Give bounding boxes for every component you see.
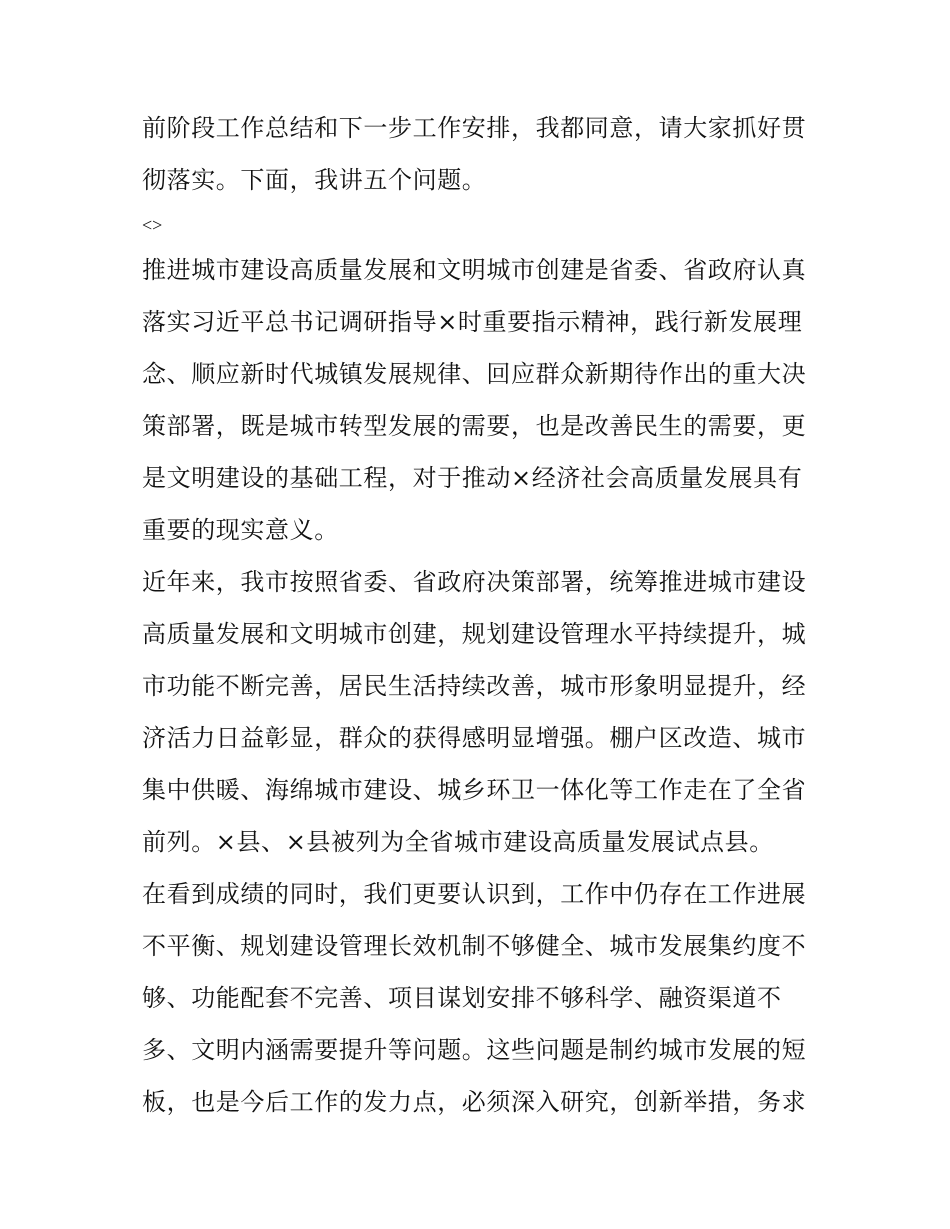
document-body [142,102,814,1128]
text-line: 够、功能配套不完善、项目谋划安排不够科学、融资渠道不 [142,984,782,1012]
text-line: 高质量发展和文明城市创建，规划建设管理水平持续提升，城 [142,620,807,648]
text-line: 多、文明内涵需要提升等问题。这些问题是制约城市发展的短 [142,1036,807,1064]
text-line: 板，也是今后工作的发力点，必须深入研究，创新举措，务求 [142,1088,807,1116]
text-line: 近年来，我市按照省委、省政府决策部署，统筹推进城市建设 [142,568,807,596]
paragraph-problems [142,868,814,1128]
text-line: 在看到成绩的同时，我们更要认识到，工作中仍存在工作进展 [142,880,807,908]
text-line: 市功能不断完善，居民生活持续改善，城市形象明显提升，经 [142,672,807,700]
text-line: 是文明建设的基础工程，对于推动×经济社会高质量发展具有 [142,464,803,492]
text-line: 念、顺应新时代城镇发展规律、回应群众新期待作出的重大决 [142,360,807,388]
paragraph-intro [142,102,814,206]
text-line: 落实习近平总书记调研指导×时重要指示精神，践行新发展理 [142,308,803,336]
paragraph-significance [142,244,814,556]
text-line: 重要的现实意义。 [142,516,339,544]
text-line: 彻落实。下面，我讲五个问题。 [142,166,487,194]
text-line: 集中供暖、海绵城市建设、城乡环卫一体化等工作走在了全省 [142,776,807,804]
text-line: 不平衡、规划建设管理长效机制不够健全、城市发展集约度不 [142,932,807,960]
text-line: 前列。×县、×县被列为全省城市建设高质量发展试点县。 [142,828,774,856]
text-line: 策部署，既是城市转型发展的需要，也是改善民生的需要，更 [142,412,807,440]
paragraph-achievements [142,556,814,868]
text-line: 济活力日益彰显，群众的获得感明显增强。棚户区改造、城市 [142,724,807,752]
text-line: 前阶段工作总结和下一步工作安排，我都同意，请大家抓好贯 [142,114,807,142]
text-line: 推进城市建设高质量发展和文明城市创建是省委、省政府认真 [142,256,807,284]
section-marker: <> [142,215,163,235]
